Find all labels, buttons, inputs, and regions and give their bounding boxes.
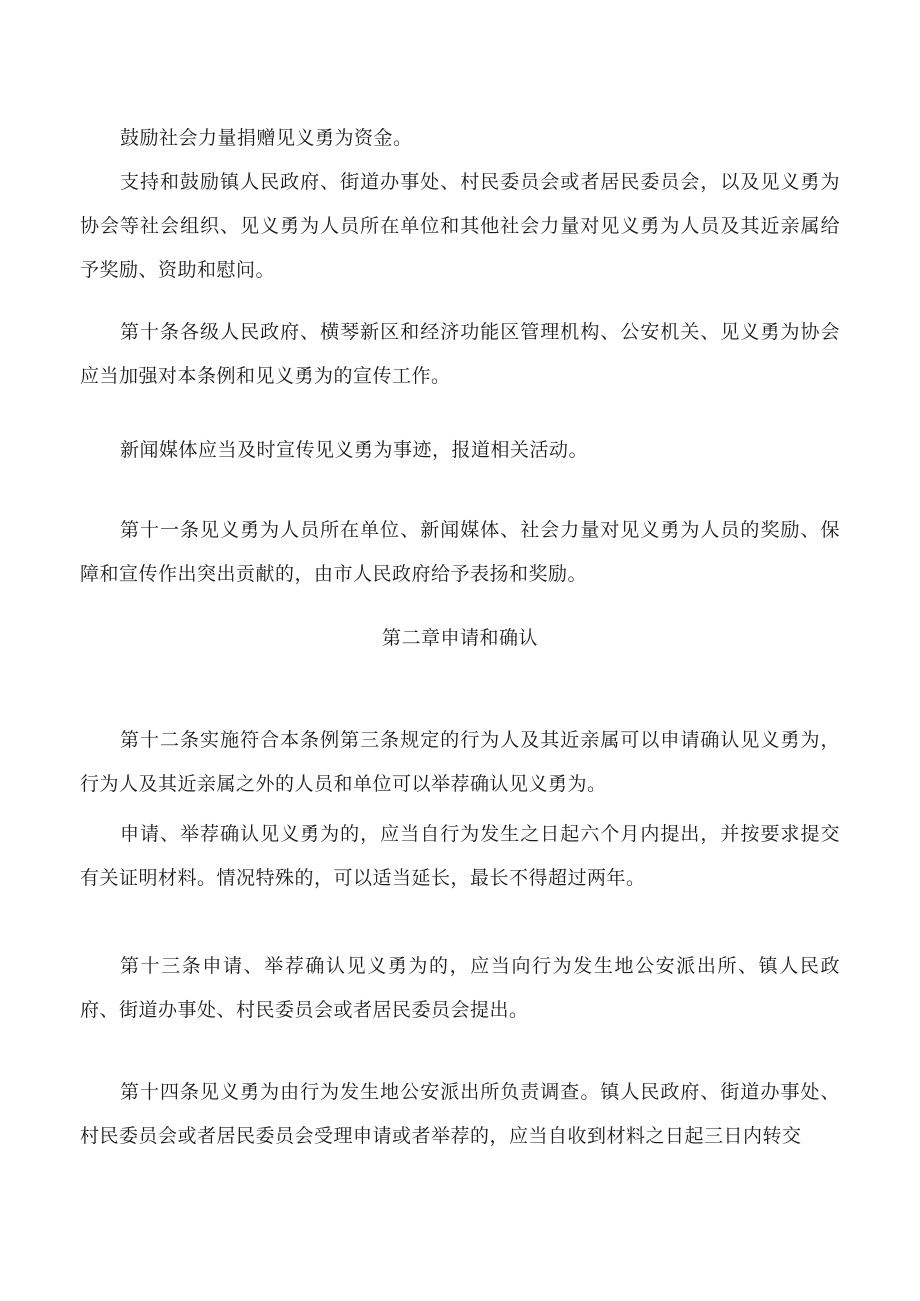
article-14: 第十四条见义勇为由行为发生地公安派出所负责调查。镇人民政府、街道办事处、村民委员会或者居民委员会受理申请或者举荐的，应当自收到材料之日起三日内转交 xyxy=(80,1081,840,1147)
article-10: 第十条各级人民政府、横琴新区和经济功能区管理机构、公安机关、见义勇为协会应当加强对本条例和见义勇为的宣传工作。 xyxy=(80,321,840,387)
article-12: 第十二条实施符合本条例第三条规定的行为人及其近亲属可以申请确认见义勇为，行为人及其近亲属之外的人员和单位可以举荐确认见义勇为。 xyxy=(80,729,840,795)
paragraph-donation: 鼓励社会力量捐赠见义勇为资金。 xyxy=(120,127,413,149)
paragraph-support: 支持和鼓励镇人民政府、街道办事处、村民委员会或者居民委员会，以及见义勇为协会等社会组织、见义勇为人员所在单位和其他社会力量对见义勇为人员及其近亲属给予奖励、资助和慰问。 xyxy=(80,171,840,281)
article-13: 第十三条申请、举荐确认见义勇为的，应当向行为发生地公安派出所、镇人民政府、街道办事处、村民委员会或者居民委员会提出。 xyxy=(80,955,840,1021)
chapter-heading: 第二章申请和确认 xyxy=(381,627,538,649)
article-11: 第十一条见义勇为人员所在单位、新闻媒体、社会力量对见义勇为人员的奖励、保障和宣传作出突出贡献的，由市人民政府给予表扬和奖励。 xyxy=(80,519,840,585)
paragraph-media: 新闻媒体应当及时宣传见义勇为事迹，报道相关活动。 xyxy=(120,439,589,461)
paragraph-deadline: 申请、举荐确认见义勇为的，应当自行为发生之日起六个月内提出，并按要求提交有关证明材料。情况特殊的，可以适当延长，最长不得超过两年。 xyxy=(80,823,840,889)
